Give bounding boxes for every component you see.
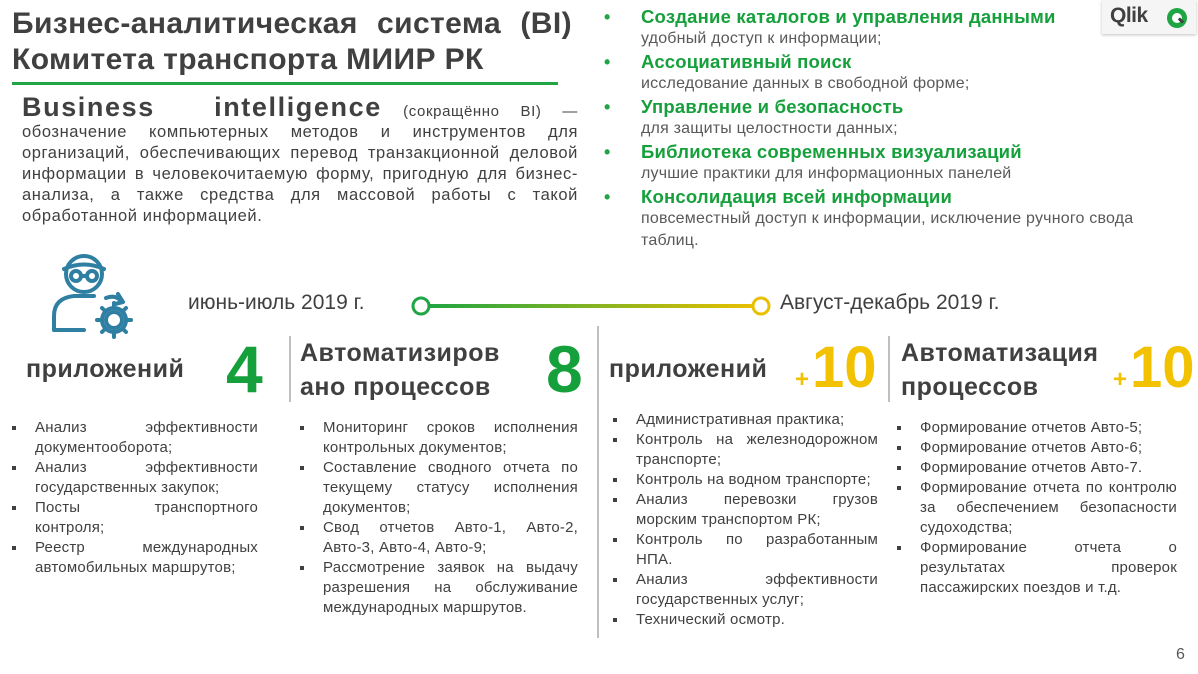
bi-definition: [22, 92, 578, 227]
column-2-label-line-1: Автоматизиров: [300, 339, 500, 367]
feature-item: [604, 6, 1164, 50]
feature-description: для защиты целостности данных;: [641, 120, 898, 137]
person-gear-icon: [48, 252, 148, 344]
column-3-header: [609, 352, 767, 386]
list-item: Формирование отчетов Авто-5;: [897, 418, 1177, 438]
column-2-label-line-2: ано процессов: [300, 373, 491, 401]
timeline-end-label: Август-декабрь 2019 г.: [780, 291, 1000, 314]
feature-description: повсеместный доступ к информации, исключение ручного свода таблиц.: [641, 210, 1134, 249]
title-underline: [12, 82, 558, 85]
column-divider: [597, 326, 599, 638]
list-item: Формирование отчетов Авто-6;: [897, 438, 1177, 458]
feature-description: исследование данных в свободной форме;: [641, 75, 970, 92]
list-item: Анализ перевозки грузов морским транспортом РК;: [613, 490, 878, 530]
timeline-bar: [410, 292, 774, 320]
column-2-header: [300, 336, 500, 404]
column-4-plus: +: [1113, 366, 1128, 393]
bullet-dot-icon: •: [604, 97, 611, 117]
column-2-list: [300, 418, 578, 618]
bullet-dot-icon: •: [604, 187, 611, 207]
column-4-list: [897, 418, 1177, 598]
column-1-list: [12, 418, 258, 578]
timeline-end-marker: [753, 298, 769, 314]
column-divider: [888, 336, 890, 402]
list-item: Анализ эффективности государственных закупок;: [12, 458, 258, 498]
column-3-list: [613, 410, 878, 630]
feature-item: [604, 141, 1164, 185]
list-item: Контроль по разработанным НПА.: [613, 530, 878, 570]
list-item: Свод отчетов Авто-1, Авто-2, Авто-3, Авто-4, Авто-9;: [300, 518, 578, 558]
column-4-count: 10: [1130, 335, 1195, 400]
column-3-label: приложений: [609, 355, 768, 383]
bullet-dot-icon: •: [604, 52, 611, 72]
list-item: Анализ эффективности государственных услуг;: [613, 570, 878, 610]
column-4-label-line-1: Автоматизация: [901, 339, 1099, 367]
feature-heading: Консолидация всей информации: [641, 186, 953, 207]
timeline-start-label: июнь-июль 2019 г.: [188, 291, 365, 314]
qlik-logo-text: Qlik: [1110, 4, 1148, 27]
list-item: Контроль на железнодорожном транспорте;: [613, 430, 878, 470]
column-1-count: 4: [226, 332, 263, 406]
title-line-2: Комитета транспорта МИИР РК: [12, 43, 484, 76]
qlik-logo-mark-icon: [1166, 7, 1188, 29]
page-number: 6: [1176, 646, 1185, 663]
list-item: Реестр международных автомобильных маршрутов;: [12, 538, 258, 578]
bullet-dot-icon: •: [604, 142, 611, 162]
list-item: Контроль на водном транспорте;: [613, 470, 878, 490]
bullet-dot-icon: •: [604, 7, 611, 27]
feature-description: лучшие практики для информационных панелей: [641, 165, 1012, 182]
column-2-count: 8: [546, 332, 583, 406]
column-1-label: приложений: [26, 355, 185, 383]
list-item: Технический осмотр.: [613, 610, 878, 630]
page-title: [12, 6, 572, 78]
feature-item: [604, 51, 1164, 95]
feature-heading: Библиотека современных визуализаций: [641, 141, 1022, 162]
list-item: Формирование отчетов Авто-7.: [897, 458, 1177, 478]
list-item: Административная практика;: [613, 410, 878, 430]
feature-description: удобный доступ к информации;: [641, 30, 882, 47]
bi-term: Business intelligence: [22, 92, 382, 122]
features-list: [604, 6, 1164, 253]
column-1-header: [26, 352, 184, 386]
timeline-start-marker: [413, 298, 429, 314]
column-3-plus: +: [795, 366, 810, 393]
feature-item: [604, 96, 1164, 140]
feature-heading: Создание каталогов и управления данными: [641, 6, 1056, 27]
feature-heading: Управление и безопасность: [641, 96, 904, 117]
feature-heading: Ассоциативный поиск: [641, 51, 852, 72]
title-line-1: Бизнес-аналитическая система (BI): [12, 7, 572, 40]
column-4-label-line-2: процессов: [901, 373, 1039, 401]
list-item: Составление сводного отчета по текущему статусу исполнения документов;: [300, 458, 578, 518]
list-item: Формирование отчета по контролю за обеспечением безопасности судоходства;: [897, 478, 1177, 538]
list-item: Рассмотрение заявок на выдачу разрешения на обслуживание международных маршрутов.: [300, 558, 578, 618]
column-4-header: [901, 336, 1098, 404]
list-item: Посты транспортного контроля;: [12, 498, 258, 538]
list-item: Формирование отчета о результатах проверок пассажирских поездов и т.д.: [897, 538, 1177, 598]
column-divider: [289, 336, 291, 402]
bi-definition-text: обозначение компьютерных методов и инструментов для организаций, обеспечивающих перевод транзакционной деловой информации в человекочитаемую форму, пригодную для бизнес-анализа, а также средства для массовой работы с такой обработанной информацией.: [22, 123, 578, 225]
list-item: Мониторинг сроков исполнения контрольных документов;: [300, 418, 578, 458]
list-item: Анализ эффективности документооборота;: [12, 418, 258, 458]
feature-item: [604, 186, 1164, 252]
qlik-logo: [1102, 0, 1196, 34]
column-3-count: 10: [812, 335, 877, 400]
bi-abbreviation-note: (сокращённо BI) —: [403, 103, 578, 120]
